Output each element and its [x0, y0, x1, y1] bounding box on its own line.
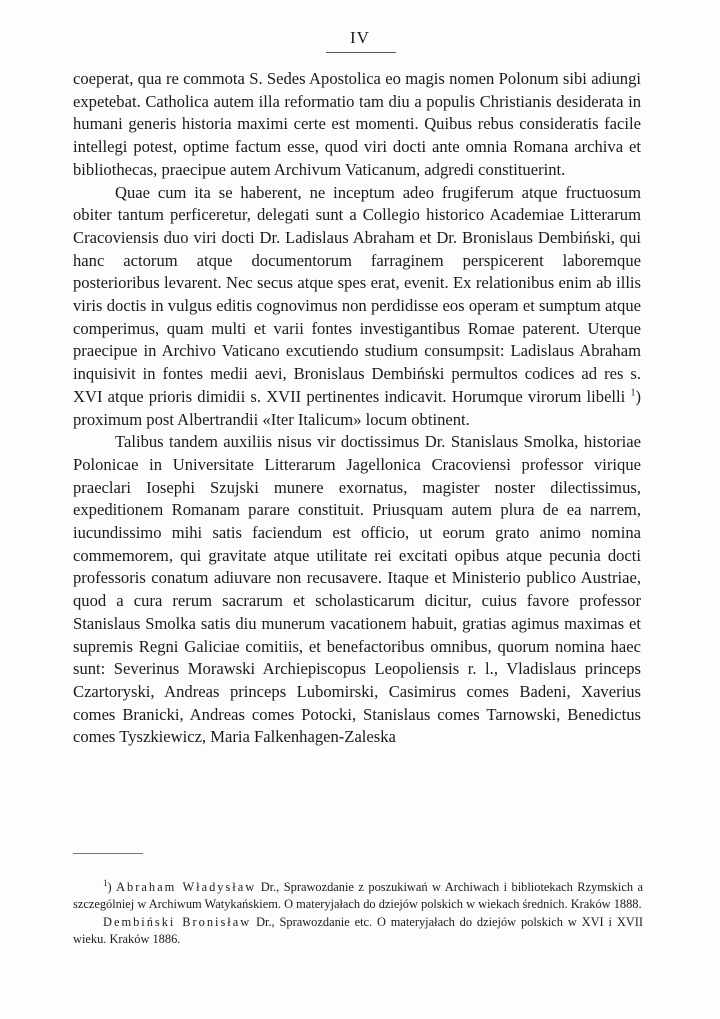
footnote-2	[73, 914, 643, 949]
footnote-2-author: Dembiński Bronisław	[103, 914, 252, 929]
footnote-ref-1[interactable]: 1	[630, 387, 636, 399]
footnotes	[73, 879, 643, 949]
footnote-1-text: Dr., Sprawozdanie z poszukiwań w Archiwach i bibliotekach Rzymskich a szczególniej w Archiwum Watykańskiem. O materyjałach do dziejów polskich w wiekach średnich. Kraków 1888.	[73, 880, 643, 912]
paragraph-3: Talibus tandem auxiliis nisus vir doctissimus Dr. Stanislaus Smolka, historiae Polonicae in Universitate Litterarum Jagellonica Cracoviensi professor virique praeclari Iosephi Szujski munere exornatus, magister noster dilectissimus, expeditionem Romanam parare constituit. Priusquam autem plura de ea narrem, iucundissimo mihi satis faciendum est officio, ut eorum grato animo nomina commemorem, qui gravitate atque utilitate rei excitati opibus atque pecunia docti professoris conatum adiuvare non recusavere. Itaque et Ministerio publico Austriae, quod a cura rerum sacrarum et scholasticarum dicitur, cuius favore professor Stanislaus Smolka satis diu munerum vacationem habuit, gratias agimus maximas et supremis Regni Galiciae comitiis, et benefactoribus omnibus, quorum nomina haec sunt: Severinus Morawski Archiepiscopus Leopoliensis r. l., Vladislaus princeps Czartoryski, Andreas princeps Lubomirski, Casimirus comes Badeni, Xaverius comes Branicki, Andreas comes Potocki, Stanislaus comes Tarnowski, Benedictus comes Tyszkiewicz, Maria Falkenhagen-Zaleska	[73, 432, 641, 747]
page-number: IV	[350, 28, 370, 47]
footnote-2-text: Dr., Sprawozdanie etc. O materyjałach do dziejów polskich w XVI i XVII wieku. Kraków 1886.	[73, 914, 643, 947]
paragraph-1: coeperat, qua re commota S. Sedes Apostolica eo magis nomen Polonum sibi adiungi expetebat. Catholica autem illa reformatio tam diu a populis Christianis desiderata in humani generis historia maximi certe est momenti. Quibus rebus consideratis facile intellegi potest, optime factum esse, quod viri docti ante omnia Romana archiva et bibliothecas, praecipue autem Archivum Vaticanum, adgredi constituerint.	[73, 69, 641, 179]
paragraph-2-main: Quae cum ita se haberent, ne inceptum adeo frugiferum atque fructuosum obiter tantum perficeretur, delegati sunt a Collegio historico Academiae Litterarum Cracoviensis duo viri docti Dr. Ladislaus Abraham et Dr. Bronislaus Dembiński, qui hanc actorum atque documentorum farraginem perspicerent laboremque posterioribus levarent. Nec secus atque spes erat, evenit. Ex relationibus enim ab illis viris doctis in vulgus editis cognovimus non perdidisse eos operam et sumptum atque comperimus, quam multi et varii fontes investigantibus Romae paterent. Uterque praecipue in Archivo Vaticano excutiendo studium consumpsit: Ladislaus Abraham inquisivit in fontes medii aevi, Bronislaus Dembiński permultos codices ad res s. XVI atque prioris dimidii s. XVII pertinentes indicavit.	[73, 182, 641, 406]
paragraph-2	[73, 182, 641, 432]
page-number-rule	[326, 52, 396, 53]
paragraph-2-tail-end: ) proximum post Albertrandii «Iter Italicum» locum obtinent.	[73, 386, 641, 429]
footnote-rule	[73, 853, 143, 854]
footnote-1: $^1$) Abraham Władysław Dr., Sprawozdanie z poszukiwań w Archiwach i bibliotekach Rzymskich a szczególniej w Archiwum Watykańskiem. O materyjałach do dziejów polskich w wiekach średnich. Kraków 1888.	[73, 877, 643, 912]
footnote-1-author: Abraham Władysław	[116, 880, 257, 894]
footnote-mark: 1	[103, 877, 108, 888]
paragraph-2-tail-start: Horumque virorum libelli	[451, 386, 626, 406]
body-text	[73, 68, 641, 749]
